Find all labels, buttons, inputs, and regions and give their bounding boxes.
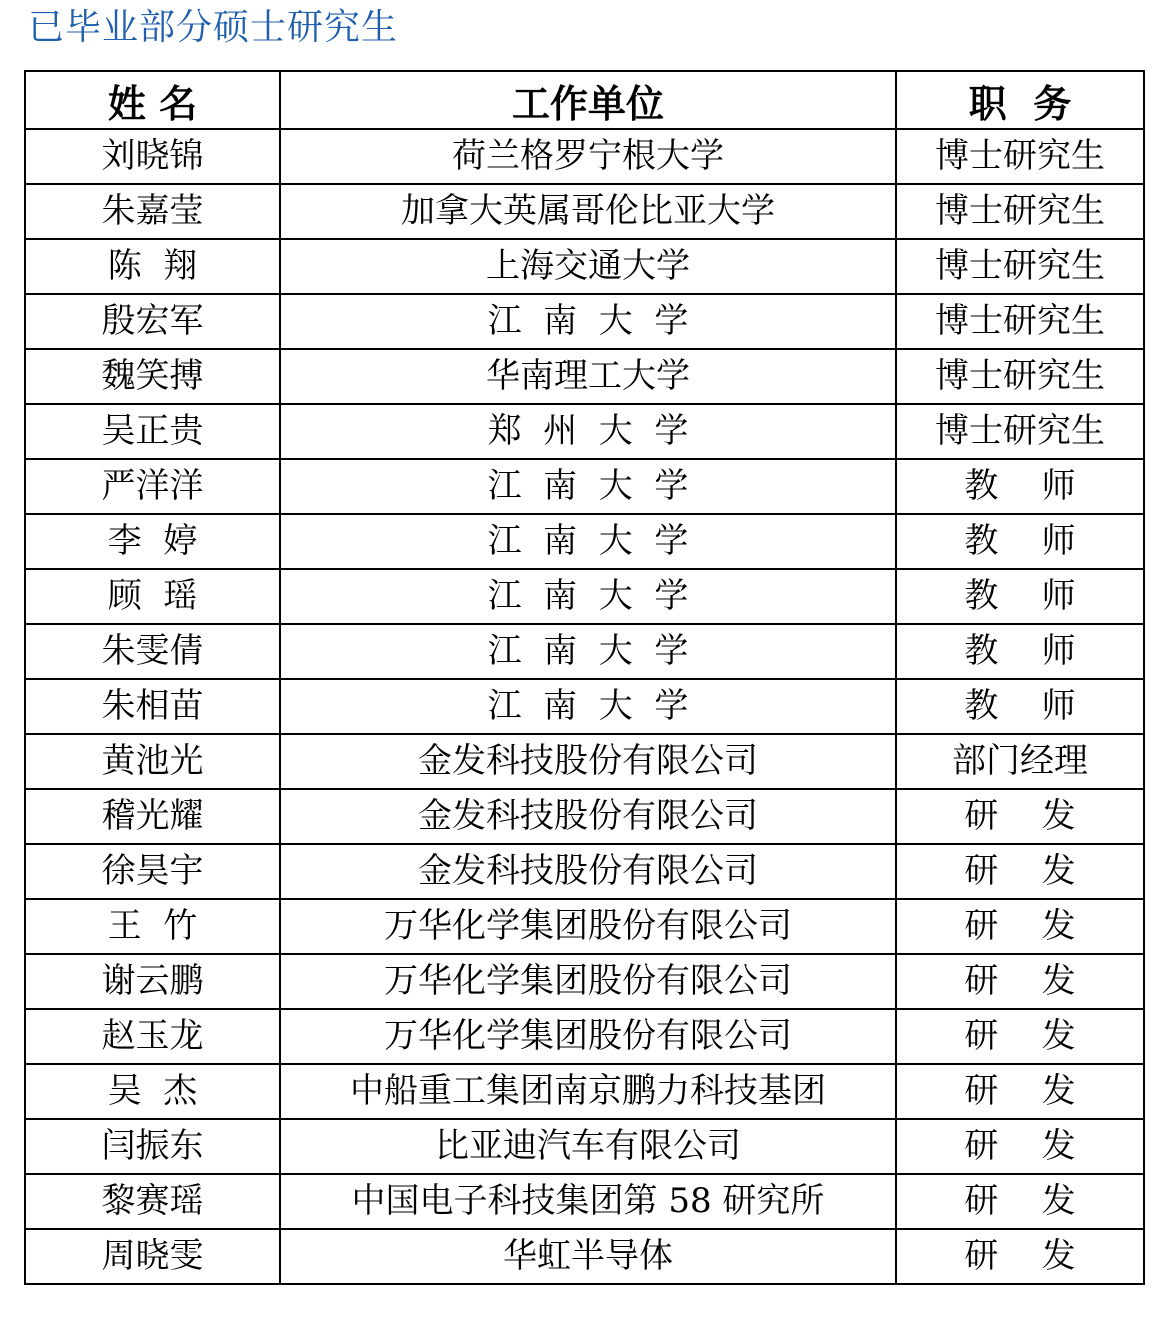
header-position: 职 务 [896, 71, 1144, 129]
table-row [25, 624, 1144, 679]
page-title: 已毕业部分硕士研究生 [28, 7, 399, 48]
cell-position: 研 发 [896, 1064, 1144, 1119]
table-row [25, 404, 1144, 459]
cell-unit: 比亚迪汽车有限公司 [280, 1119, 896, 1174]
table-body [25, 129, 1144, 1284]
cell-name: 黎赛瑶 [25, 1174, 280, 1229]
cell-unit: 江 南 大 学 [280, 514, 896, 569]
cell-unit: 华虹半导体 [280, 1229, 896, 1284]
cell-position: 研 发 [896, 789, 1144, 844]
cell-name: 徐昊宇 [25, 844, 280, 899]
table-header [25, 71, 1144, 129]
cell-position: 教 师 [896, 459, 1144, 514]
cell-name: 周晓雯 [25, 1229, 280, 1284]
cell-unit: 江 南 大 学 [280, 569, 896, 624]
cell-name: 朱相苗 [25, 679, 280, 734]
cell-name: 闫振东 [25, 1119, 280, 1174]
table-row [25, 734, 1144, 789]
cell-name: 稽光耀 [25, 789, 280, 844]
cell-name: 吴 杰 [25, 1064, 280, 1119]
cell-position: 教 师 [896, 624, 1144, 679]
cell-unit: 万华化学集团股份有限公司 [280, 899, 896, 954]
cell-position: 研 发 [896, 1174, 1144, 1229]
cell-unit: 郑 州 大 学 [280, 404, 896, 459]
cell-position: 博士研究生 [896, 294, 1144, 349]
cell-position: 研 发 [896, 899, 1144, 954]
table-row [25, 899, 1144, 954]
table-row [25, 184, 1144, 239]
table-row [25, 129, 1144, 184]
header-unit: 工作单位 [280, 71, 896, 129]
cell-position: 研 发 [896, 954, 1144, 1009]
cell-position: 研 发 [896, 1229, 1144, 1284]
table-row [25, 1009, 1144, 1064]
table-row [25, 569, 1144, 624]
cell-name: 谢云鹏 [25, 954, 280, 1009]
cell-unit: 华南理工大学 [280, 349, 896, 404]
cell-unit: 金发科技股份有限公司 [280, 734, 896, 789]
cell-position: 博士研究生 [896, 349, 1144, 404]
cell-position: 教 师 [896, 569, 1144, 624]
cell-unit: 中船重工集团南京鹏力科技基团 [280, 1064, 896, 1119]
cell-name: 严洋洋 [25, 459, 280, 514]
table-row [25, 679, 1144, 734]
cell-name: 殷宏军 [25, 294, 280, 349]
cell-name: 朱嘉莹 [25, 184, 280, 239]
table-row [25, 1174, 1144, 1229]
cell-name: 魏笑搏 [25, 349, 280, 404]
cell-name: 刘晓锦 [25, 129, 280, 184]
cell-unit: 江 南 大 学 [280, 624, 896, 679]
table-row [25, 1119, 1144, 1174]
cell-unit: 上海交通大学 [280, 239, 896, 294]
cell-name: 王 竹 [25, 899, 280, 954]
cell-position: 博士研究生 [896, 239, 1144, 294]
table-row [25, 954, 1144, 1009]
cell-name: 赵玉龙 [25, 1009, 280, 1064]
cell-name: 吴正贵 [25, 404, 280, 459]
cell-unit: 金发科技股份有限公司 [280, 789, 896, 844]
cell-unit: 江 南 大 学 [280, 459, 896, 514]
cell-unit: 江 南 大 学 [280, 679, 896, 734]
cell-unit: 荷兰格罗宁根大学 [280, 129, 896, 184]
cell-position: 教 师 [896, 679, 1144, 734]
cell-position: 研 发 [896, 1119, 1144, 1174]
cell-position: 博士研究生 [896, 404, 1144, 459]
table-row [25, 239, 1144, 294]
cell-unit: 江 南 大 学 [280, 294, 896, 349]
cell-name: 陈 翔 [25, 239, 280, 294]
cell-name: 黄池光 [25, 734, 280, 789]
cell-unit: 金发科技股份有限公司 [280, 844, 896, 899]
graduates-table-container [24, 70, 1143, 1285]
table-row [25, 789, 1144, 844]
cell-unit: 加拿大英属哥伦比亚大学 [280, 184, 896, 239]
cell-position: 博士研究生 [896, 129, 1144, 184]
header-name: 姓 名 [25, 71, 280, 129]
cell-position: 博士研究生 [896, 184, 1144, 239]
graduates-table [24, 70, 1145, 1285]
header-row [25, 71, 1144, 129]
table-row [25, 459, 1144, 514]
cell-name: 朱雯倩 [25, 624, 280, 679]
cell-unit: 万华化学集团股份有限公司 [280, 954, 896, 1009]
cell-position: 部门经理 [896, 734, 1144, 789]
cell-unit: 万华化学集团股份有限公司 [280, 1009, 896, 1064]
table-row [25, 1229, 1144, 1284]
cell-position: 教 师 [896, 514, 1144, 569]
table-row [25, 844, 1144, 899]
table-row [25, 294, 1144, 349]
cell-name: 李 婷 [25, 514, 280, 569]
table-row [25, 1064, 1144, 1119]
cell-position: 研 发 [896, 844, 1144, 899]
cell-name: 顾 瑶 [25, 569, 280, 624]
table-row [25, 349, 1144, 404]
cell-unit: 中国电子科技集团第 58 研究所 [280, 1174, 896, 1229]
cell-position: 研 发 [896, 1009, 1144, 1064]
table-row [25, 514, 1144, 569]
